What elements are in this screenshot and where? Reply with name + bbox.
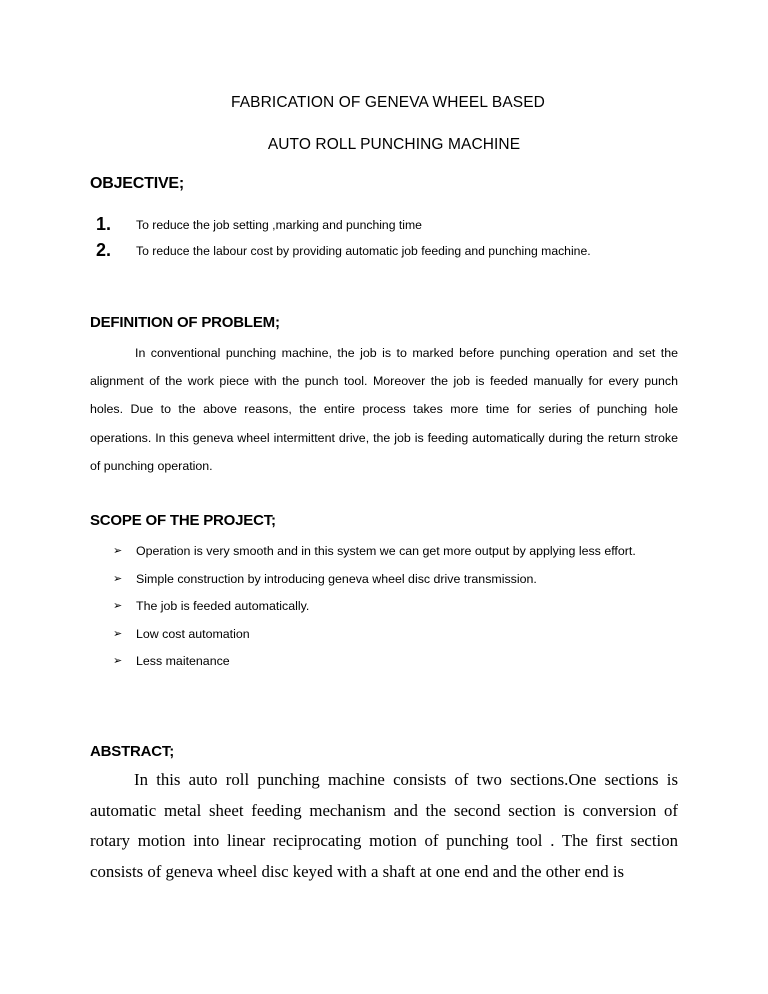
arrow-bullet-icon: ➢ — [113, 627, 123, 640]
objective-item-number: 2. — [96, 240, 112, 260]
arrow-bullet-icon: ➢ — [113, 655, 123, 667]
objective-heading: OBJECTIVE; — [90, 175, 185, 192]
scope-item — [113, 648, 679, 676]
scope-item-text: Operation is very smooth and in this system we can get more output by applying less effort. — [136, 544, 636, 558]
scope-item-text: The job is feeded automatically. — [136, 599, 310, 613]
objective-item-text: To reduce the labour cost by providing automatic job feeding and punching machine. — [136, 244, 591, 258]
scope-list — [113, 538, 679, 676]
document-title-line-1: FABRICATION OF GENEVA WHEEL BASED — [231, 94, 545, 111]
scope-item — [113, 593, 679, 621]
scope-item-text: Low cost automation — [136, 626, 250, 641]
arrow-bullet-icon: ➢ — [113, 600, 123, 612]
abstract-heading: ABSTRACT; — [90, 743, 175, 760]
definition-heading: DEFINITION OF PROBLEM; — [90, 314, 280, 331]
scope-item-text: Less maitenance — [136, 654, 230, 668]
document-title-line-2: AUTO ROLL PUNCHING MACHINE — [267, 136, 521, 153]
abstract-paragraph: In this auto roll punching machine consists of two sections.One sections is automatic metal sheet feeding mechanism and the second section is conversion of rotary motion into linear reciprocating motion of punching tool . The first section consists of geneva wheel disc keyed with a shaft at one end and the other end is — [90, 770, 678, 881]
arrow-bullet-icon: ➢ — [113, 545, 123, 557]
scope-item-text: Simple construction by introducing geneva wheel disc drive transmission. — [136, 571, 537, 586]
objective-item — [96, 240, 716, 266]
objective-list — [96, 214, 716, 266]
objective-item — [96, 214, 716, 240]
scope-heading: SCOPE OF THE PROJECT; — [90, 512, 276, 529]
objective-item-text: To reduce the job setting ,marking and punching time — [136, 218, 422, 232]
objective-item-number: 1. — [96, 214, 112, 234]
arrow-bullet-icon: ➢ — [113, 572, 123, 585]
scope-item — [113, 538, 679, 566]
scope-item — [113, 621, 679, 649]
scope-item — [113, 566, 679, 594]
definition-paragraph: In conventional punching machine, the job is to marked before punching operation and set the alignment of the work piece with the punch tool. Moreover the job is feeded manually for every punch holes. Due to the above reasons, the entire process takes more time for series of punching hole operations. In this geneva wheel intermittent drive, the job is feeding automatically during the return stroke of punching operation. — [90, 346, 678, 473]
